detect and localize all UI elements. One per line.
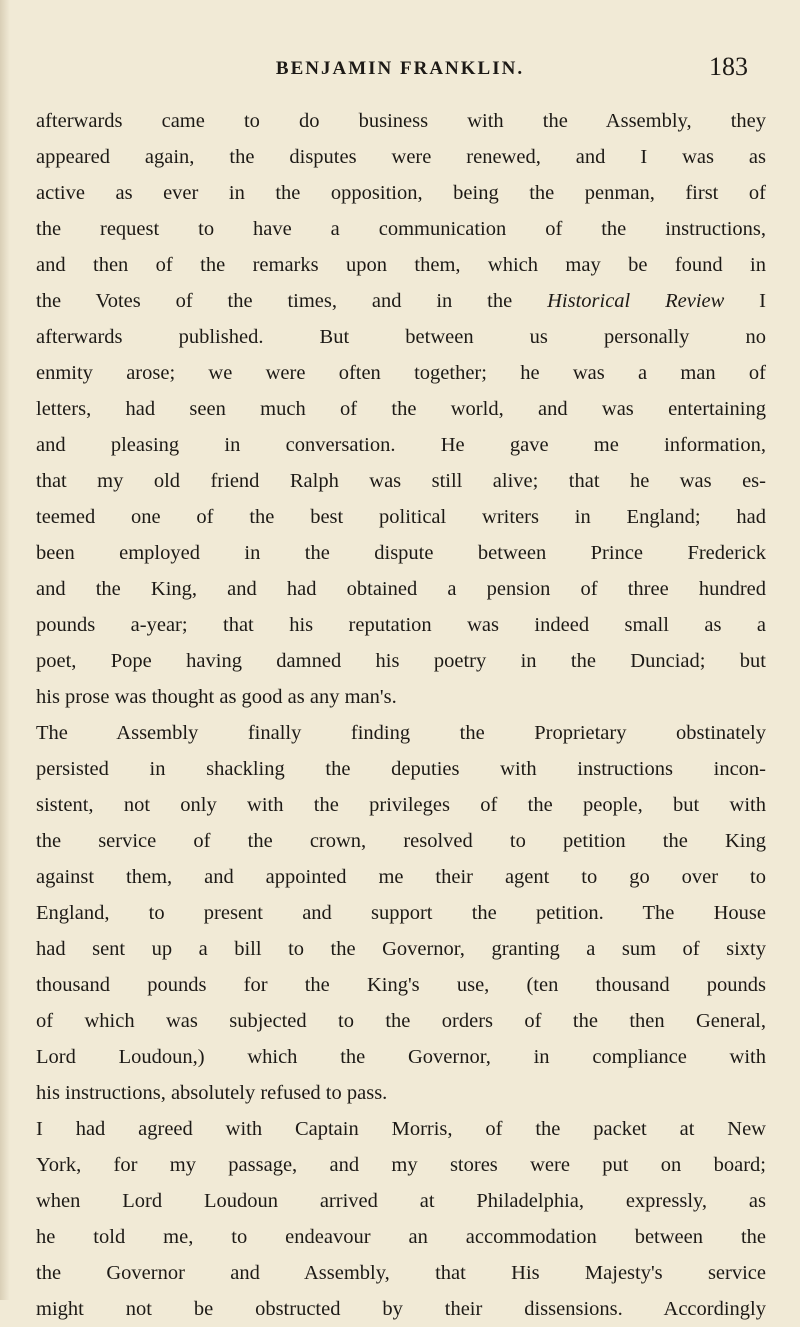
text-line: the Governor and Assembly, that His Majesty's service — [36, 1262, 766, 1284]
text-line: pounds a-year; that his reputation was indeed small as a — [36, 614, 766, 636]
page-number: 183 — [709, 52, 748, 81]
text-line: when Lord Loudoun arrived at Philadelphia, expressly, as — [36, 1190, 766, 1212]
text-line: and pleasing in conversation. He gave me information, — [36, 434, 766, 456]
page-gutter-shadow — [0, 0, 10, 1300]
text-line-with-italic — [36, 283, 766, 319]
text-line: afterwards published. But between us personally no — [36, 326, 766, 348]
text-line: afterwards came to do business with the Assembly, they — [36, 110, 766, 132]
text-line: enmity arose; we were often together; he was a man of — [36, 362, 766, 384]
text-line: and then of the remarks upon them, which may be found in — [36, 254, 766, 276]
text-line: I had agreed with Captain Morris, of the packet at New — [36, 1118, 766, 1140]
page-header — [0, 52, 800, 86]
line-start: the Votes of the times, and in the — [36, 290, 513, 312]
running-title: BENJAMIN FRANKLIN. — [275, 58, 525, 79]
italic-title: Historical Review — [547, 290, 725, 312]
text-line: he told me, to endeavour an accommodation between the — [36, 1226, 766, 1248]
text-line: letters, had seen much of the world, and was entertaining — [36, 398, 766, 420]
text-line: poet, Pope having damned his poetry in the Dunciad; but — [36, 650, 766, 672]
text-line: and the King, and had obtained a pension of three hundred — [36, 578, 766, 600]
text-line: persisted in shackling the deputies with instructions incon- — [36, 758, 766, 780]
text-line: Lord Loudoun,) which the Governor, in compliance with — [36, 1046, 766, 1068]
text-line: his prose was thought as good as any man's. — [36, 686, 397, 708]
text-line: England, to present and support the petition. The House — [36, 902, 766, 924]
text-line: the service of the crown, resolved to petition the King — [36, 830, 766, 852]
text-line: the request to have a communication of the instructions, — [36, 218, 766, 240]
text-line: thousand pounds for the King's use, (ten thousand pounds — [36, 974, 766, 996]
text-line: teemed one of the best political writers in England; had — [36, 506, 766, 528]
text-line: appeared again, the disputes were renewed, and I was as — [36, 146, 766, 168]
text-line: his instructions, absolutely refused to pass. — [36, 1082, 388, 1104]
line-end: I — [759, 290, 766, 312]
text-line: of which was subjected to the orders of the then General, — [36, 1010, 766, 1032]
text-line: that my old friend Ralph was still alive; that he was es- — [36, 470, 766, 492]
text-line: active as ever in the opposition, being the penman, first of — [36, 182, 766, 204]
text-line: had sent up a bill to the Governor, granting a sum of sixty — [36, 938, 766, 960]
text-line: The Assembly finally finding the Proprietary obstinately — [36, 722, 766, 744]
text-line: York, for my passage, and my stores were put on board; — [36, 1154, 766, 1176]
text-line: against them, and appointed me their agent to go over to — [36, 866, 766, 888]
text-line: been employed in the dispute between Prince Frederick — [36, 542, 766, 564]
body-text — [36, 103, 766, 1327]
text-line: might not be obstructed by their dissensions. Accordingly — [36, 1298, 766, 1320]
text-line: sistent, not only with the privileges of the people, but with — [36, 794, 766, 816]
